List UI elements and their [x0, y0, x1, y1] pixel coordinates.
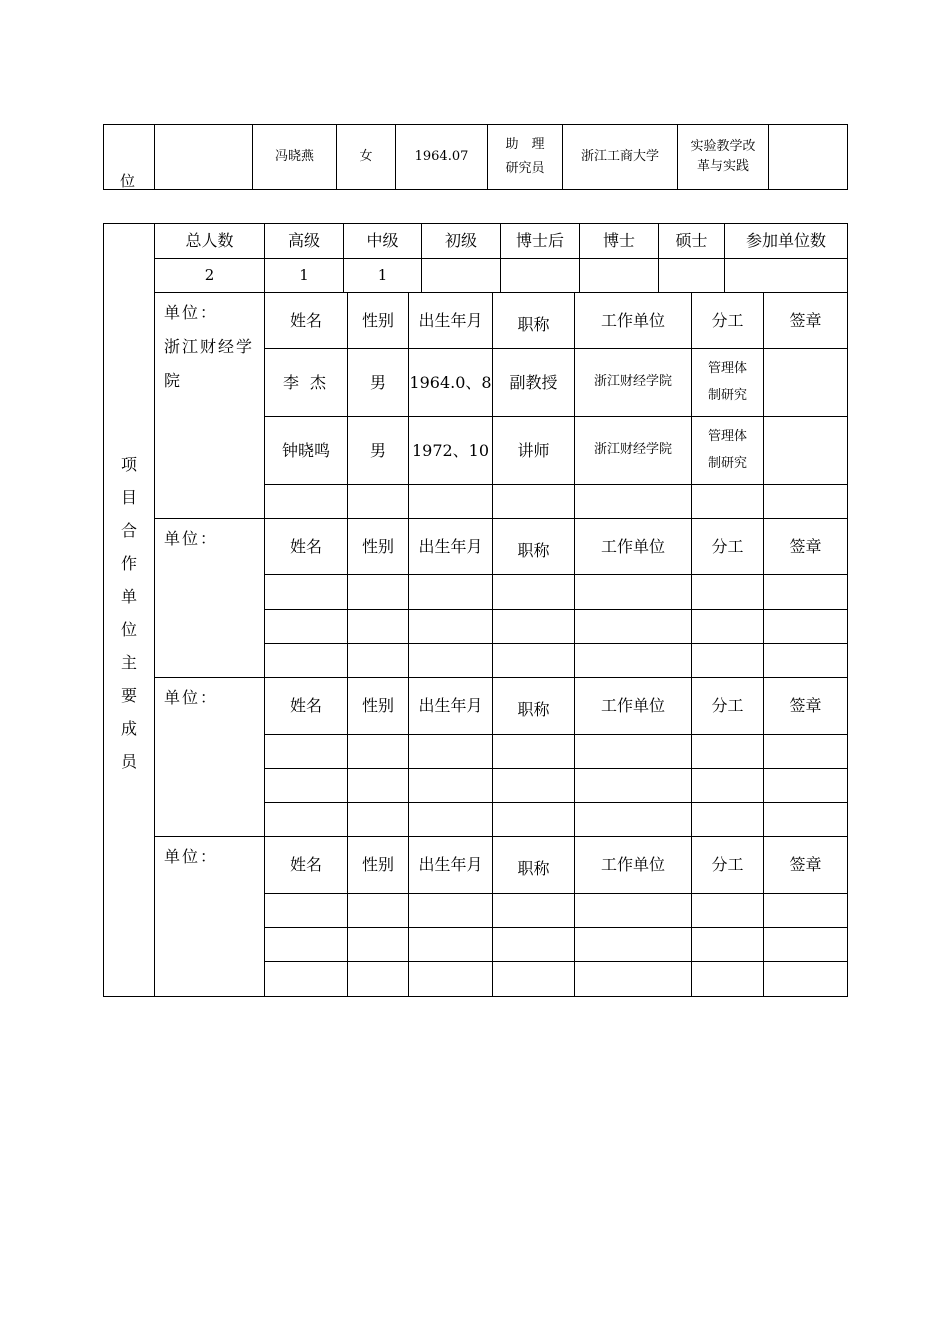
member-task-line2: 制研究: [707, 455, 747, 471]
header-task: 分工: [711, 310, 744, 330]
header-unit: 工作单位: [600, 310, 665, 330]
header-name: 姓名: [289, 310, 322, 330]
top-task-line1: 实验教学改: [690, 138, 756, 154]
member-gender: 男: [369, 372, 386, 392]
header-sign: 签章: [789, 855, 822, 874]
stats-header-units: 参加单位数: [745, 231, 826, 250]
top-title-line2: 研究员: [505, 161, 545, 176]
stats-header-postdoc: 博士后: [515, 231, 564, 250]
stats-header-middle: 中级: [366, 231, 399, 250]
header-birth: 出生年月: [418, 855, 483, 874]
member-hline: [264, 609, 848, 610]
top-gender: 女: [359, 148, 373, 164]
member-sign[interactable]: [764, 349, 847, 416]
top-task: [678, 125, 768, 189]
member-birth: 1972、10: [411, 440, 490, 460]
member-name: 钟晓鸣: [281, 440, 330, 460]
top-table-vline: [768, 124, 769, 190]
side-label-char: 成: [120, 719, 137, 738]
header-sign: 签章: [789, 310, 822, 330]
header-sign: 签章: [789, 536, 822, 556]
side-label-char: 项: [120, 455, 137, 474]
member-name: 李 杰: [282, 372, 330, 392]
stats-header-senior: 高级: [287, 231, 320, 250]
group1-unit-label: 单位：: [164, 303, 219, 322]
header-task: 分工: [711, 855, 744, 874]
side-label-char: 员: [120, 752, 137, 771]
stats-header-junior: 初级: [444, 231, 477, 250]
header-name: 姓名: [289, 855, 322, 874]
side-label-char: 作: [120, 554, 137, 573]
header-birth: 出生年月: [418, 696, 483, 715]
side-label-char: 要: [120, 686, 137, 705]
side-column-divider: [154, 223, 155, 997]
header-birth: 出生年月: [418, 536, 483, 556]
member-hline: [264, 961, 848, 962]
stats-value-phd: [580, 259, 658, 292]
header-name: 姓名: [289, 696, 322, 715]
member-task-line1: 管理体: [707, 429, 747, 445]
main-border-right: [847, 223, 848, 997]
header-title: 职称: [517, 540, 550, 560]
header-title: 职称: [517, 700, 550, 719]
header-gender: 性别: [361, 855, 394, 874]
member-task-line1: 管理体: [707, 361, 747, 377]
side-label-char: 位: [120, 620, 137, 639]
group1-unit: [164, 296, 254, 398]
member-gender: 男: [369, 440, 386, 460]
group1-unit-name-line2: 院: [164, 371, 183, 390]
member-hline: [264, 768, 848, 769]
header-unit: 工作单位: [600, 696, 665, 715]
header-task: 分工: [711, 536, 744, 556]
stats-value-master: [659, 259, 724, 292]
side-label-char: 主: [120, 653, 137, 672]
member-title: 副教授: [509, 372, 558, 392]
top-name: 冯晓燕: [274, 148, 314, 164]
member-sign[interactable]: [764, 417, 847, 484]
header-sign: 签章: [789, 696, 822, 715]
header-gender: 性别: [361, 536, 394, 556]
top-table-vline: [103, 124, 104, 190]
member-hline: [264, 484, 848, 485]
header-gender: 性别: [361, 696, 394, 715]
member-task: [692, 417, 763, 484]
top-task-line2: 革与实践: [696, 159, 749, 174]
top-unit: 浙江工商大学: [580, 148, 659, 164]
side-label-char: 单: [120, 587, 137, 606]
stats-header-phd: 博士: [602, 231, 635, 250]
group4-unit-label: 单位：: [164, 847, 219, 866]
group1-unit-name-line1: 浙江财经学: [164, 337, 255, 356]
stats-value-units: [725, 259, 847, 292]
member-unit: 浙江财经学院: [593, 374, 672, 390]
member-task-line2: 制研究: [707, 387, 747, 403]
side-label: [104, 452, 154, 772]
top-left-label: 位: [120, 172, 136, 190]
member-title: 讲师: [517, 440, 550, 460]
main-border-bottom: [103, 996, 848, 997]
top-birth: 1964.07: [414, 148, 469, 164]
top-table-vline: [154, 124, 155, 190]
stats-value-junior: [422, 259, 500, 292]
stats-header-master: 硕士: [675, 231, 708, 250]
header-birth: 出生年月: [418, 310, 483, 330]
stats-value-total: 2: [204, 266, 215, 285]
top-title: [488, 125, 562, 189]
top-table-vline: [847, 124, 848, 190]
group3-unit-label: 单位：: [164, 688, 219, 707]
member-hline: [264, 802, 848, 803]
top-table-border-bottom: [103, 189, 848, 190]
member-task: [692, 349, 763, 416]
stats-value-middle: 1: [377, 266, 388, 285]
header-title: 职称: [517, 859, 550, 878]
side-label-char: 目: [120, 488, 137, 507]
header-gender: 性别: [361, 310, 394, 330]
stats-value-postdoc: [501, 259, 579, 292]
member-hline: [264, 643, 848, 644]
top-title-line1: 助 理: [505, 136, 545, 152]
member-hline: [264, 927, 848, 928]
header-name: 姓名: [289, 536, 322, 556]
header-unit: 工作单位: [600, 855, 665, 874]
member-birth: 1964.0、8: [409, 372, 492, 392]
stats-header-total: 总人数: [185, 231, 234, 250]
header-title: 职称: [517, 314, 550, 334]
header-task: 分工: [711, 696, 744, 715]
member-unit: 浙江财经学院: [593, 442, 672, 458]
stats-value-senior: 1: [299, 266, 309, 285]
header-unit: 工作单位: [600, 536, 665, 556]
group2-unit-label: 单位：: [164, 529, 219, 548]
side-label-char: 合: [120, 521, 137, 540]
